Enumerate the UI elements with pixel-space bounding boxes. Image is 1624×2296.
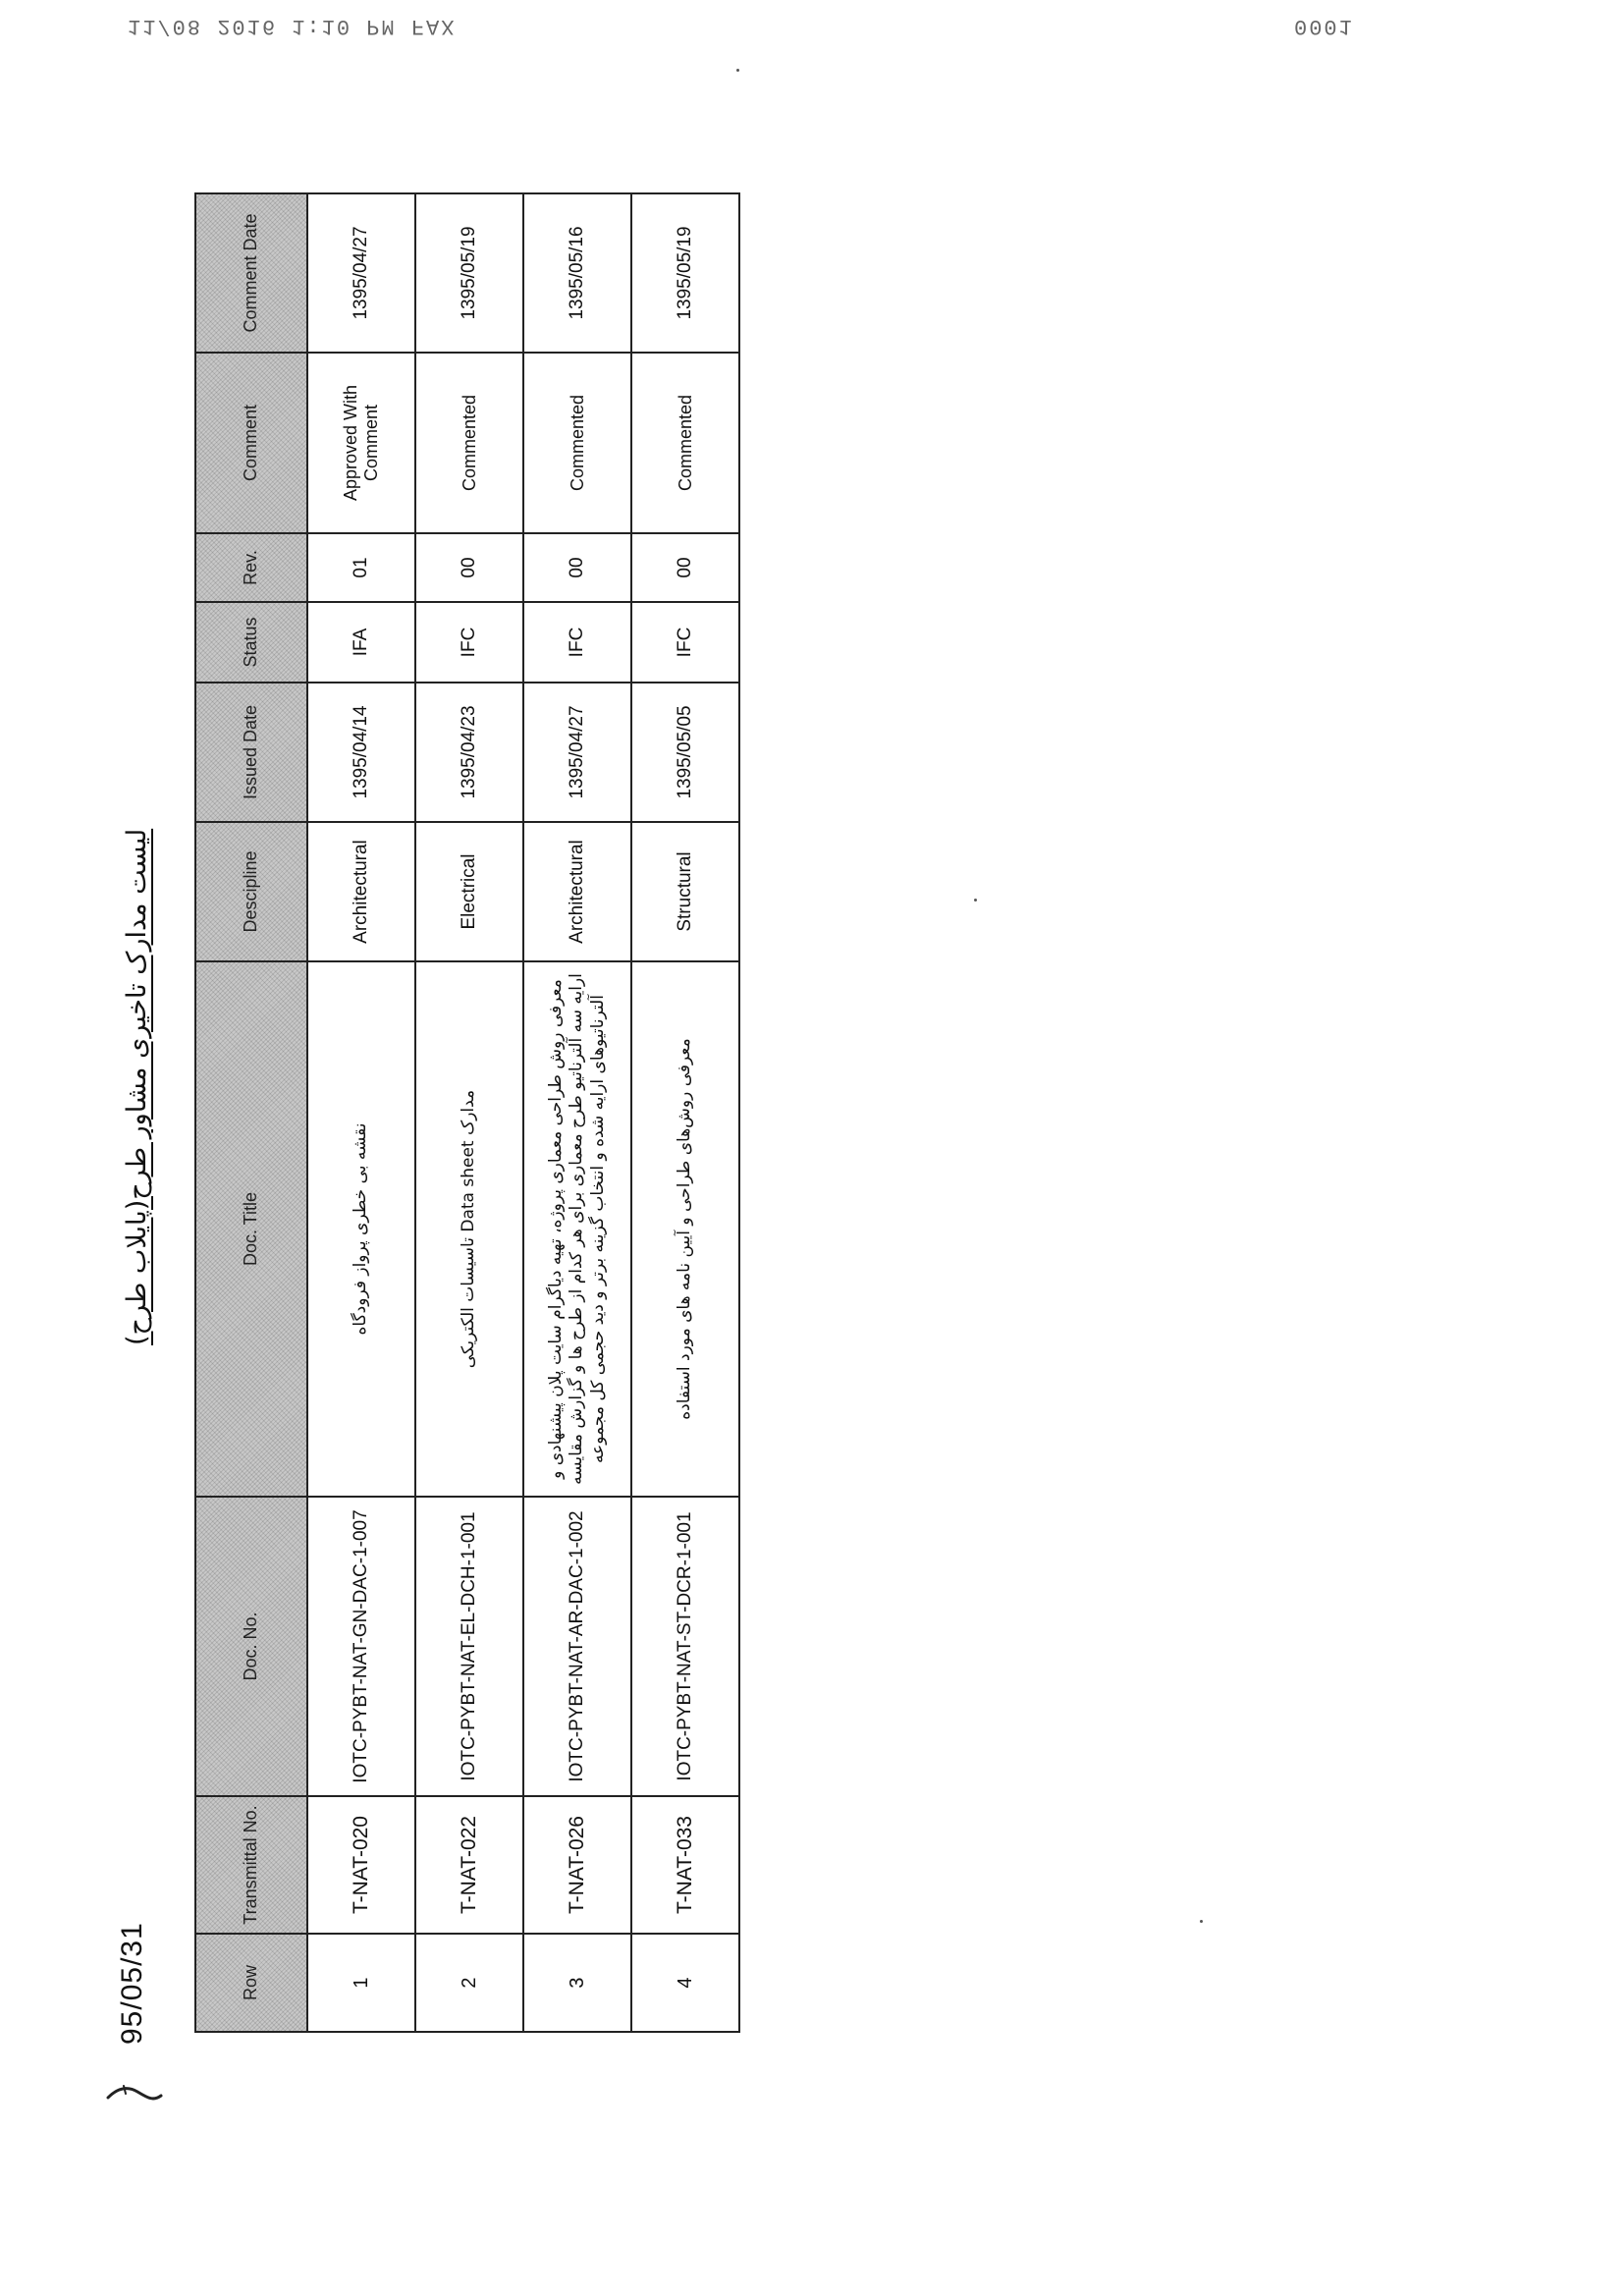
doc-no: IOTC-PYBT-NAT-ST-DCR-1-001 <box>631 1497 739 1796</box>
comment: Commented <box>415 353 523 533</box>
rotated-page <box>108 108 893 2072</box>
table-header-row <box>195 193 307 2032</box>
comment-date: 1395/04/27 <box>307 193 415 353</box>
doc-title: معرفی روش‌های طراحی و آیین نامه های مورد استفاده <box>631 961 739 1497</box>
rev: 01 <box>307 533 415 602</box>
transmittal-no: T-NAT-026 <box>523 1796 631 1934</box>
doc-no: IOTC-PYBT-NAT-GN-DAC-1-007 <box>307 1497 415 1796</box>
status: IFC <box>523 602 631 683</box>
row-number: 1 <box>307 1934 415 2032</box>
row-number: 4 <box>631 1934 739 2032</box>
doc-no: IOTC-PYBT-NAT-EL-DCH-1-001 <box>415 1497 523 1796</box>
discipline: Architectural <box>523 822 631 961</box>
row-number: 2 <box>415 1934 523 2032</box>
issued-date: 1395/04/14 <box>307 683 415 822</box>
header-discipline: Descipline <box>195 822 307 961</box>
fax-header-left: 11/08 2016 1:10 PM FAX <box>128 14 457 38</box>
issued-date: 1395/04/27 <box>523 683 631 822</box>
fax-header-right: 0001 <box>1294 14 1354 38</box>
status: IFA <box>307 602 415 683</box>
status: IFC <box>415 602 523 683</box>
page-title: لیست مدارک تاخیری مشاور طرح(پایلاب طرح) <box>122 828 152 1345</box>
header-rev: Rev. <box>195 533 307 602</box>
scan-speck <box>974 899 977 902</box>
table-row <box>631 193 739 2032</box>
doc-title: معرفی روش طراحی معماری پروژه، تهیه دیاگرام سایت پلان پیشنهادی و ارایه سه آلترناتیو طرح معماری برای هر کدام از طرح ها و گزارش مقایسه آلترناتیوهای ارایه شده و انتخاب گزینه برتر و دید حجمی کل مجموعه <box>523 961 631 1497</box>
comment-date: 1395/05/16 <box>523 193 631 353</box>
comment: Commented <box>631 353 739 533</box>
transmittal-no: T-NAT-022 <box>415 1796 523 1934</box>
issued-date: 1395/04/23 <box>415 683 523 822</box>
date-stamp: 95/05/31 <box>116 1922 148 2045</box>
header-comment-date: Comment Date <box>195 193 307 353</box>
header-doc-no: Doc. No. <box>195 1497 307 1796</box>
table-row <box>307 193 415 2032</box>
table-row <box>415 193 523 2032</box>
transmittal-no: T-NAT-020 <box>307 1796 415 1934</box>
header-status: Status <box>195 602 307 683</box>
delayed-documents-table <box>194 192 740 2033</box>
transmittal-no: T-NAT-033 <box>631 1796 739 1934</box>
issued-date: 1395/05/05 <box>631 683 739 822</box>
rev: 00 <box>415 533 523 602</box>
discipline: Structural <box>631 822 739 961</box>
scan-speck <box>1200 1920 1203 1923</box>
comment: Commented <box>523 353 631 533</box>
doc-title: نقشه بی خطری پرواز فرودگاه <box>307 961 415 1497</box>
header-row: Row <box>195 1934 307 2032</box>
header-transmittal: Transmittal No. <box>195 1796 307 1934</box>
discipline: Electrical <box>415 822 523 961</box>
signature-mark <box>104 2082 165 2105</box>
doc-no: IOTC-PYBT-NAT-AR-DAC-1-002 <box>523 1497 631 1796</box>
comment: Approved With Comment <box>307 353 415 533</box>
header-comment: Comment <box>195 353 307 533</box>
doc-title: مدارک Data sheet تاسیسات الکتریکی <box>415 961 523 1497</box>
discipline: Architectural <box>307 822 415 961</box>
header-doc-title: Doc. Title <box>195 961 307 1497</box>
status: IFC <box>631 602 739 683</box>
scan-speck <box>736 69 739 72</box>
row-number: 3 <box>523 1934 631 2032</box>
comment-date: 1395/05/19 <box>631 193 739 353</box>
rev: 00 <box>631 533 739 602</box>
rev: 00 <box>523 533 631 602</box>
table-row <box>523 193 631 2032</box>
comment-date: 1395/05/19 <box>415 193 523 353</box>
header-issued-date: Issued Date <box>195 683 307 822</box>
